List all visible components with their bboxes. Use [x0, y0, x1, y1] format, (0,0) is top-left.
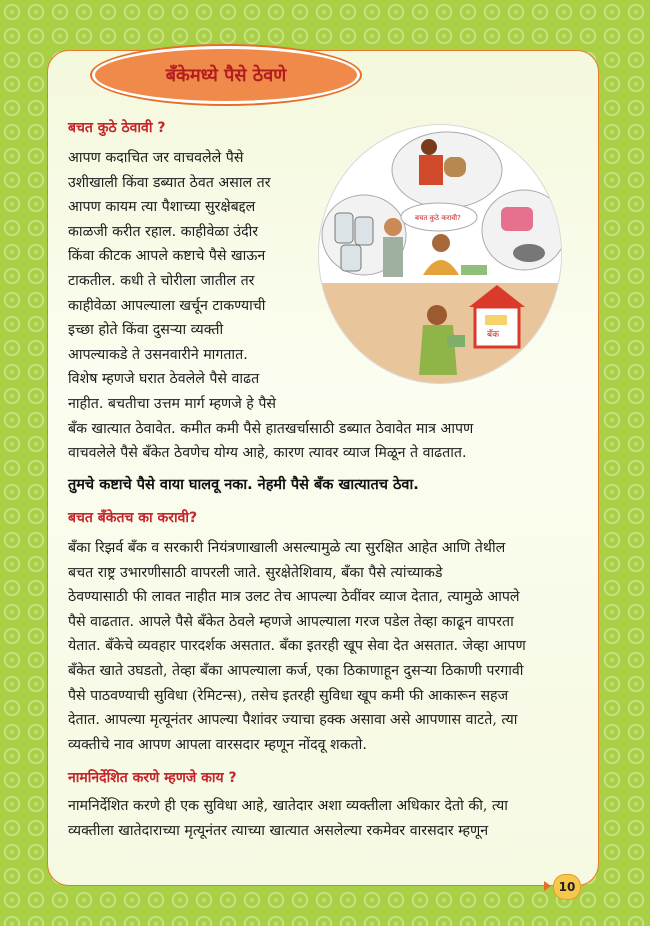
text-line: काहीवेळा आपल्याला खर्चून टाकण्याची: [68, 297, 266, 314]
paragraph-nomination: [68, 794, 578, 843]
text-line: उशीखाली किंवा डब्यात ठेवत असाल तर: [68, 174, 271, 191]
text-line: व्यक्तीचे नाव आपण आपला वारसदार म्हणून नोंदवू शकतो.: [68, 736, 367, 753]
text-line: टाकतील. कधी ते चोरीला जातील तर: [68, 272, 255, 289]
bank-sign: बँक: [487, 330, 500, 340]
text-line: वाचवलेले पैसे बँकेत ठेवणेच योग्य आहे, कारण त्यावर व्याज मिळून ते वाढतात.: [68, 445, 467, 462]
text-line: आपल्याकडे ते उसनवारीने मागतात.: [68, 346, 248, 363]
text-line: बँका रिझर्व बँक व सरकारी नियंत्रणाखाली असल्यामुळे त्या सुरक्षित आहेत आणि तेथील: [68, 540, 506, 556]
text-line: देतात. आपल्या मृत्यूनंतर आपल्या पैशांवर ज्याचा हक्क असावा असे आपणास वाटते, त्या: [68, 712, 518, 729]
text-line: बँकेत खाते उघडतो, तेव्हा बँका आपल्याला कर्ज, एका ठिकाणाहून दुसऱ्या ठिकाणी परगावी: [68, 662, 524, 679]
text-line: बँक खात्यात ठेवावेत. कमीत कमी पैसे हातखर्चासाठी डब्यात ठेवावेत मात्र आपण: [68, 420, 474, 437]
text-line: आपण कायम त्या पैशाच्या सुरक्षेबद्दल: [68, 199, 256, 216]
title-banner: [92, 46, 360, 104]
text-line: पैसे पाठवण्याची सुविधा (रेमिटन्स), तसेच इतरही सुविधा खूप कमी फी आकारून सहज: [68, 687, 509, 704]
thought-bubble-text: बचत कुठे करावी?: [415, 214, 461, 222]
text-line: पैसे वाढतात. आपले पैसे बँकेत ठेवले म्हणजे आपल्याला गरज पडेल तेव्हा काढून वापरता: [68, 613, 514, 630]
page-title: बँकेमध्ये पैसे ठेवणे: [165, 65, 287, 86]
section-heading-where-save: बचत कुठे ठेवावी ?: [68, 120, 166, 136]
section-heading-nomination: नामनिर्देशित करणे म्हणजे काय ?: [68, 770, 237, 786]
text-line: काळजी करीत रहाल. काहीवेळा उंदीर: [68, 223, 259, 240]
text-line: इच्छा होते किंवा दुसऱ्या व्यक्ती: [68, 322, 224, 339]
text-line: किंवा कीटक आपले कष्टाचे पैसे खाऊन: [68, 248, 266, 265]
bold-statement: तुमचे कष्टाचे पैसे वाया घालवू नका. नेहमी पैसे बँक खात्यातच ठेवा.: [68, 477, 419, 493]
text-line: येतात. बँकेचे व्यवहार पारदर्शक असतात. बँका इतरही खूप सेवा देत असतात. जेव्हा आपण: [68, 638, 526, 655]
paragraph-why-bank: [68, 536, 578, 757]
section-heading-why-bank: बचत बँकेतच का करावी?: [68, 510, 198, 526]
savings-illustration: [318, 124, 562, 384]
page-number: 10: [553, 874, 581, 900]
text-line: बचत राष्ट्र उभारणीसाठी वापरली जाते. सुरक्षेतेशिवाय, बँका पैसे त्यांच्याकडे: [68, 564, 443, 581]
text-line: ठेवण्यासाठी फी लावत नाहीत मात्र उलट तेच आपल्या ठेवींवर व्याज देतात, त्यामुळे आपले: [68, 589, 520, 606]
illustration-svg: [319, 125, 561, 383]
text-line: नामनिर्देशित करणे ही एक सुविधा आहे, खातेदार अशा व्यक्तीला अधिकार देतो की, त्या: [68, 798, 508, 814]
text-line: आपण कदाचित जर वाचवलेले पैसे: [68, 150, 244, 166]
page-arrow-icon: [544, 881, 551, 891]
text-line: नाहीत. बचतीचा उत्तम मार्ग म्हणजे हे पैसे: [68, 395, 276, 412]
text-line: विशेष म्हणजे घरात ठेवलेले पैसे वाढत: [68, 371, 260, 388]
text-line: व्यक्तीला खातेदाराच्या मृत्यूनंतर त्याच्या खात्यात असलेल्या रकमेवर वारसदार म्हणून: [68, 822, 489, 839]
